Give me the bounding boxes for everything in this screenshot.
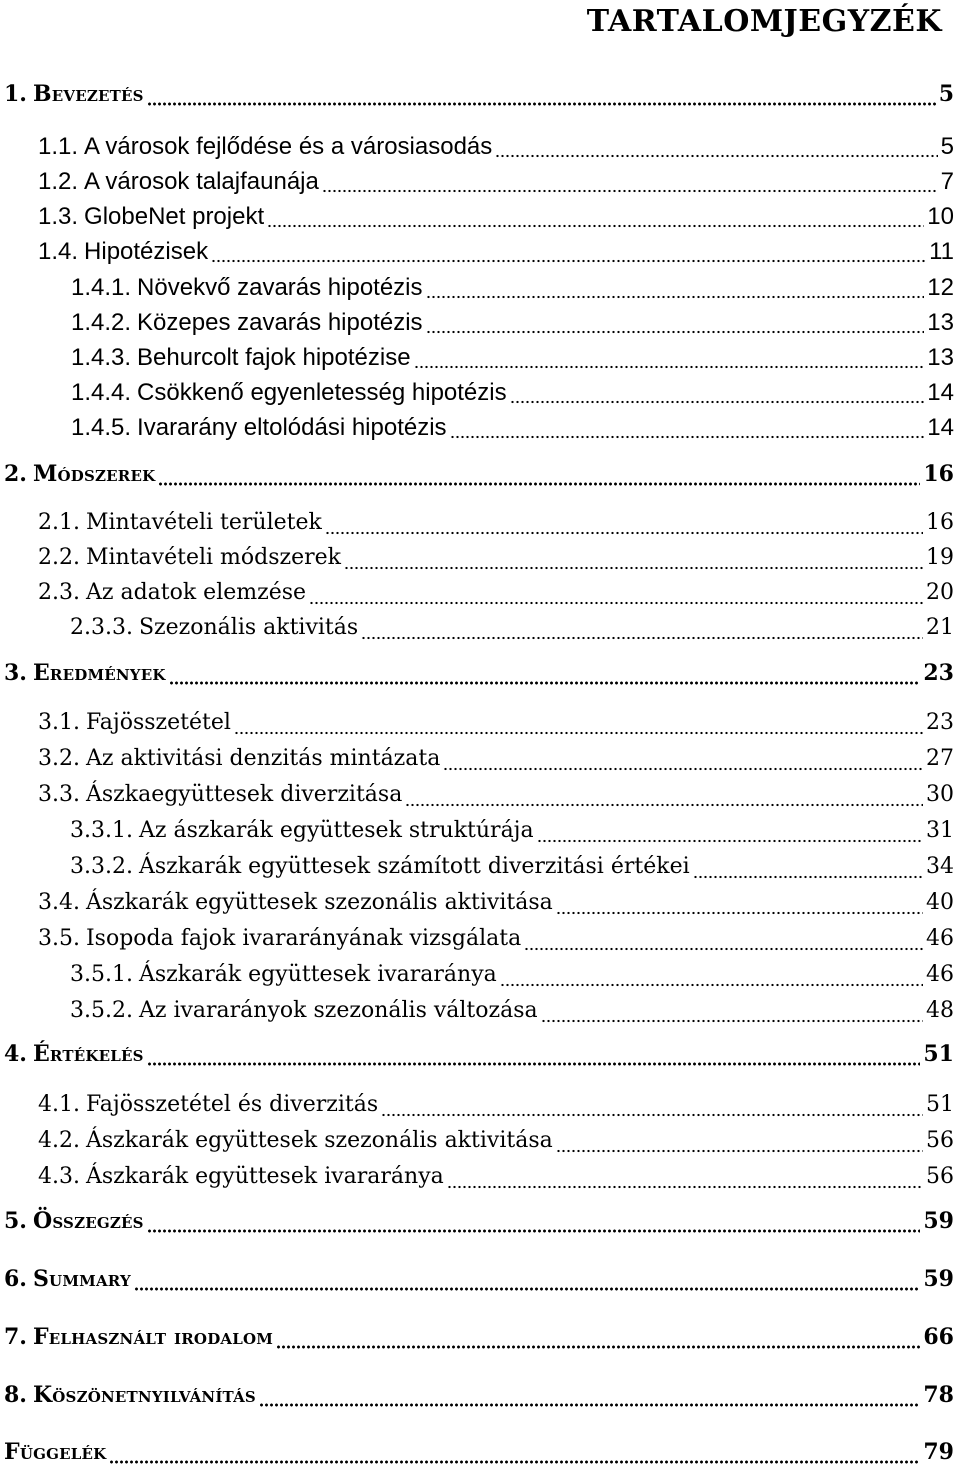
entry-page: 59 xyxy=(923,1266,954,1292)
toc-entry-chapter-4[interactable] xyxy=(0,1041,954,1073)
dot-leader xyxy=(234,731,923,735)
dot-leader xyxy=(426,330,925,334)
dot-leader xyxy=(147,1062,921,1066)
entry-page: 46 xyxy=(926,962,954,987)
entry-label: Ászkaegyüttesek diverzitása xyxy=(85,782,403,807)
entry-label: Ivararány eltolódási hipotézis xyxy=(137,414,447,441)
entry-label: GlobeNet projekt xyxy=(84,203,265,230)
entry-label: Behurcolt fajok hipotézise xyxy=(137,344,411,371)
toc-entry-3-5-2[interactable] xyxy=(0,998,954,1030)
dot-leader xyxy=(405,803,923,807)
entry-label: Összegzés xyxy=(32,1208,144,1234)
dot-leader xyxy=(147,102,936,106)
toc-entry-chapter-7[interactable] xyxy=(0,1324,954,1356)
toc-entry-appendix[interactable] xyxy=(0,1439,954,1471)
toc-entry-1-4-4[interactable] xyxy=(0,379,954,411)
toc-entry-4-1[interactable] xyxy=(0,1092,954,1124)
dot-leader xyxy=(414,365,925,369)
entry-label: Eredmények xyxy=(32,660,166,686)
dot-leader xyxy=(500,983,923,987)
entry-page: 7 xyxy=(940,168,954,195)
entry-number: 1.4. xyxy=(38,238,79,265)
entry-page: 21 xyxy=(926,615,954,640)
entry-label: Ászkarák együttesek szezonális aktivitása xyxy=(85,890,553,915)
entry-label: Ászkarák együttesek szezonális aktivitása xyxy=(85,1128,553,1153)
entry-label: Mintavételi módszerek xyxy=(85,545,342,570)
dot-leader xyxy=(259,1403,920,1407)
toc-entry-1-4-3[interactable] xyxy=(0,344,954,376)
entry-number: 1.4.3. xyxy=(71,344,132,371)
dot-leader xyxy=(309,601,923,605)
toc-entry-3-3-1[interactable] xyxy=(0,818,954,850)
entry-number: 3.4. xyxy=(38,890,80,915)
entry-page: 48 xyxy=(926,998,954,1023)
dot-leader xyxy=(325,531,923,535)
dot-leader xyxy=(361,636,923,640)
toc-entry-2-3-3[interactable] xyxy=(0,615,954,647)
dot-leader xyxy=(541,1019,923,1023)
entry-page: 20 xyxy=(926,580,954,605)
toc-entry-3-3-2[interactable] xyxy=(0,854,954,886)
dot-leader xyxy=(211,259,926,263)
entry-label: Fajösszetétel és diverzitás xyxy=(85,1092,379,1117)
entry-page: 16 xyxy=(923,461,954,487)
entry-page: 78 xyxy=(923,1382,954,1408)
entry-page: 10 xyxy=(927,203,954,230)
entry-label: Szezonális aktivitás xyxy=(138,615,359,640)
toc-entry-1-1[interactable] xyxy=(0,133,954,165)
toc-entry-chapter-8[interactable] xyxy=(0,1382,954,1414)
entry-page: 5 xyxy=(940,133,954,160)
dot-leader xyxy=(537,839,923,843)
entry-label: Köszönetnyilvánítás xyxy=(32,1382,256,1408)
toc-entry-2-2[interactable] xyxy=(0,545,954,577)
entry-number: 2.1. xyxy=(38,510,80,535)
entry-number: 8. xyxy=(4,1382,27,1408)
entry-label: Csökkenő egyenletesség hipotézis xyxy=(137,379,507,406)
entry-number: 3.1. xyxy=(38,710,80,735)
entry-page: 5 xyxy=(938,81,954,107)
entry-label: Módszerek xyxy=(32,461,156,487)
entry-page: 11 xyxy=(929,238,954,265)
entry-page: 56 xyxy=(926,1164,954,1189)
dot-leader xyxy=(556,1149,923,1153)
toc-entry-2-1[interactable] xyxy=(0,510,954,542)
entry-number: 3.3. xyxy=(38,782,80,807)
entry-label: Ászkarák együttesek ivararánya xyxy=(85,1164,444,1189)
entry-number: 1.4.2. xyxy=(71,309,132,336)
entry-number: 2. xyxy=(4,461,27,487)
entry-label: Értékelés xyxy=(32,1041,144,1067)
entry-page: 46 xyxy=(926,926,954,951)
toc-entry-1-2[interactable] xyxy=(0,168,954,200)
dot-leader xyxy=(693,875,923,879)
toc-entry-1-3[interactable] xyxy=(0,203,954,235)
entry-label: Mintavételi területek xyxy=(85,510,322,535)
dot-leader xyxy=(495,154,937,158)
entry-label: Közepes zavarás hipotézis xyxy=(137,309,423,336)
entry-number: 2.3.3. xyxy=(70,615,133,640)
entry-page: 23 xyxy=(923,660,954,686)
entry-page: 14 xyxy=(927,414,954,441)
entry-number: 1.4.4. xyxy=(71,379,132,406)
entry-number: 1. xyxy=(4,81,27,107)
entry-number: 3.5.2. xyxy=(70,998,133,1023)
entry-label: Növekvő zavarás hipotézis xyxy=(137,274,423,301)
toc-entry-3-4[interactable] xyxy=(0,890,954,922)
entry-page: 79 xyxy=(923,1439,954,1465)
entry-page: 59 xyxy=(923,1208,954,1234)
entry-number: 3.5.1. xyxy=(70,962,133,987)
toc-entry-4-2[interactable] xyxy=(0,1128,954,1160)
entry-page: 34 xyxy=(926,854,954,879)
entry-page: 30 xyxy=(926,782,954,807)
entry-page: 14 xyxy=(927,379,954,406)
entry-number: 1.2. xyxy=(38,168,79,195)
entry-page: 13 xyxy=(927,344,954,371)
toc-entry-chapter-2[interactable] xyxy=(0,461,954,493)
entry-number: 1.4.1. xyxy=(71,274,132,301)
entry-number: 3.2. xyxy=(38,746,80,771)
dot-leader xyxy=(147,1229,921,1233)
entry-number: 6. xyxy=(4,1266,27,1292)
entry-number: 4.3. xyxy=(38,1164,80,1189)
entry-page: 51 xyxy=(923,1041,954,1067)
entry-number: 5. xyxy=(4,1208,27,1234)
entry-label: Isopoda fajok ivararányának vizsgálata xyxy=(85,926,522,951)
entry-label: Ászkarák együttesek számított diverzitási értékei xyxy=(138,854,690,879)
entry-page: 12 xyxy=(927,274,954,301)
toc-entry-3-3[interactable] xyxy=(0,782,954,814)
entry-number: 1.1. xyxy=(38,133,79,160)
toc-entry-1-4[interactable] xyxy=(0,238,954,270)
entry-label: Hipotézisek xyxy=(84,238,209,265)
entry-label: A városok talajfaunája xyxy=(84,168,319,195)
dot-leader xyxy=(556,911,923,915)
dot-leader xyxy=(524,947,923,951)
entry-label: Függelék xyxy=(4,1439,107,1465)
dot-leader xyxy=(134,1287,920,1291)
dot-leader xyxy=(344,566,923,570)
dot-leader xyxy=(381,1113,923,1117)
entry-page: 27 xyxy=(926,746,954,771)
entry-label: Az adatok elemzése xyxy=(85,580,307,605)
dot-leader xyxy=(267,224,924,228)
toc-entry-chapter-1[interactable] xyxy=(0,81,954,113)
entry-number: 3.3.2. xyxy=(70,854,133,879)
entry-number: 1.3. xyxy=(38,203,79,230)
toc-entry-4-3[interactable] xyxy=(0,1164,954,1196)
entry-label: A városok fejlődése és a városiasodás xyxy=(84,133,493,160)
dot-leader xyxy=(276,1345,920,1349)
toc-entry-3-2[interactable] xyxy=(0,746,954,778)
entry-label: Ászkarák együttesek ivararánya xyxy=(138,962,497,987)
entry-page: 19 xyxy=(926,545,954,570)
entry-number: 1.4.5. xyxy=(71,414,132,441)
page-title: TARTALOMJEGYZÉK xyxy=(586,4,942,39)
entry-number: 4. xyxy=(4,1041,27,1067)
entry-page: 66 xyxy=(923,1324,954,1350)
dot-leader xyxy=(443,767,923,771)
entry-label: Felhasznált irodalom xyxy=(32,1324,274,1350)
toc-entry-3-1[interactable] xyxy=(0,710,954,742)
entry-label: Bevezetés xyxy=(32,81,144,107)
entry-number: 7. xyxy=(4,1324,27,1350)
entry-page: 40 xyxy=(926,890,954,915)
entry-label: Summary xyxy=(32,1266,131,1292)
dot-leader xyxy=(169,681,921,685)
entry-number: 3. xyxy=(4,660,27,686)
entry-page: 13 xyxy=(927,309,954,336)
entry-number: 3.5. xyxy=(38,926,80,951)
dot-leader xyxy=(450,435,925,439)
entry-page: 16 xyxy=(926,510,954,535)
entry-number: 2.3. xyxy=(38,580,80,605)
toc-entry-2-3[interactable] xyxy=(0,580,954,612)
toc-entry-chapter-6[interactable] xyxy=(0,1266,954,1298)
entry-label: Az ivararányok szezonális változása xyxy=(138,998,538,1023)
entry-page: 51 xyxy=(926,1092,954,1117)
entry-number: 2.2. xyxy=(38,545,80,570)
entry-number: 4.1. xyxy=(38,1092,80,1117)
entry-label: Fajösszetétel xyxy=(85,710,231,735)
dot-leader xyxy=(510,400,925,404)
dot-leader xyxy=(322,189,938,193)
entry-page: 31 xyxy=(926,818,954,843)
dot-leader xyxy=(109,1460,920,1464)
entry-number: 4.2. xyxy=(38,1128,80,1153)
toc-entry-1-4-2[interactable] xyxy=(0,309,954,341)
toc-entry-3-5-1[interactable] xyxy=(0,962,954,994)
toc-entry-3-5[interactable] xyxy=(0,926,954,958)
entry-page: 56 xyxy=(926,1128,954,1153)
toc-entry-1-4-1[interactable] xyxy=(0,274,954,306)
dot-leader xyxy=(426,295,925,299)
toc-entry-chapter-3[interactable] xyxy=(0,660,954,692)
entry-number: 3.3.1. xyxy=(70,818,133,843)
toc-entry-1-4-5[interactable] xyxy=(0,414,954,446)
entry-label: Az ászkarák együttesek struktúrája xyxy=(138,818,534,843)
toc-entry-chapter-5[interactable] xyxy=(0,1208,954,1240)
dot-leader xyxy=(447,1185,923,1189)
entry-page: 23 xyxy=(926,710,954,735)
dot-leader xyxy=(158,482,920,486)
entry-label: Az aktivitási denzitás mintázata xyxy=(85,746,441,771)
